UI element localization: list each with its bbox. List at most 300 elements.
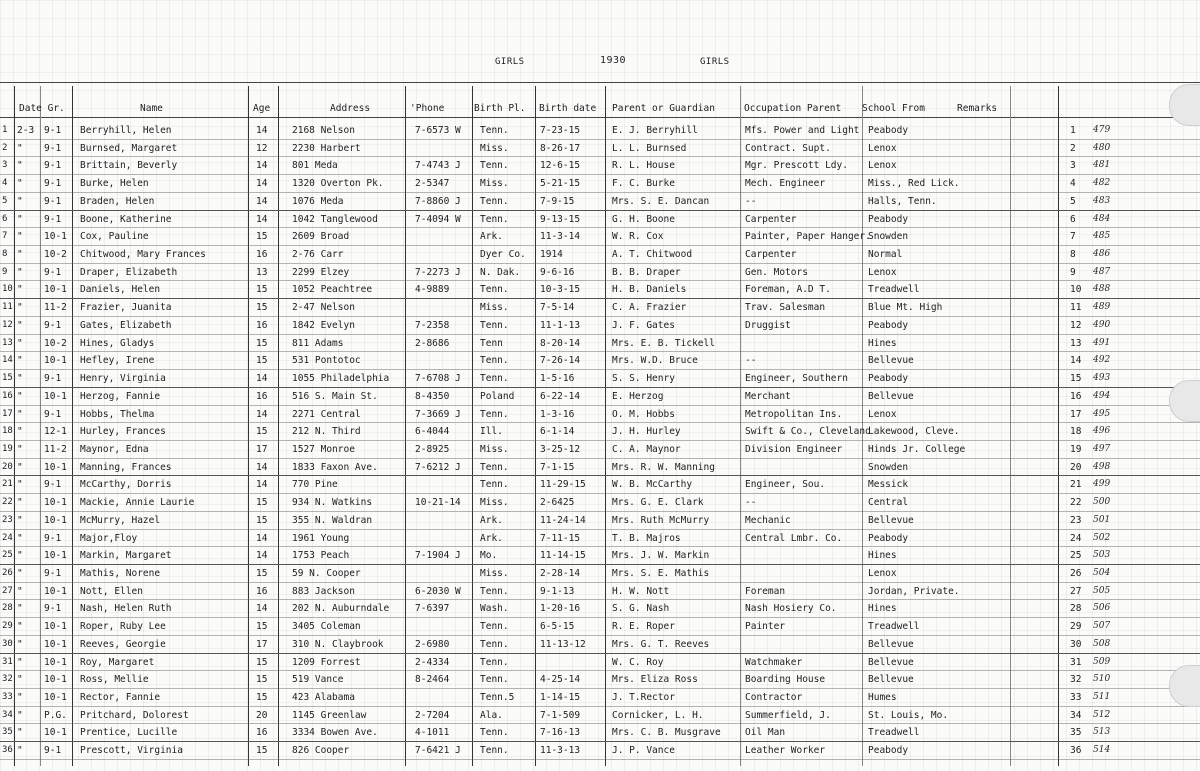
col-date-gr: Date Gr. xyxy=(19,103,65,114)
cell-age: 15 xyxy=(256,621,268,633)
cell-hand: 479 xyxy=(1093,125,1111,135)
cell-phone: 2-5347 xyxy=(415,178,450,190)
cell-hand: 480 xyxy=(1093,142,1111,153)
cell-school: Lenox xyxy=(868,266,897,278)
cell-addr: 59 N. Cooper xyxy=(292,568,361,579)
top-rule xyxy=(0,82,1200,83)
cell-birthpl: Wash. xyxy=(480,603,509,615)
cell-phone: 2-8686 xyxy=(415,337,450,349)
cell-occ: Mgr. Prescott Ldy. xyxy=(745,160,848,172)
cell-rnum: 7 xyxy=(1070,231,1076,243)
cell-age: 15 xyxy=(256,745,268,757)
cell-date: " xyxy=(17,727,23,739)
cell-date: " xyxy=(17,319,23,331)
cell-birthdt: 1-3-16 xyxy=(540,408,575,420)
cell-age: 15 xyxy=(256,337,268,349)
cell-age: 14 xyxy=(256,160,268,172)
cell-gr: 12-1 xyxy=(44,426,67,438)
cell-name: Ross, Mellie xyxy=(80,674,149,686)
cell-birthdt: 9-6-16 xyxy=(540,266,575,278)
cell-rnum: 23 xyxy=(1070,514,1082,526)
cell-num: 33 xyxy=(2,692,13,703)
cell-addr: 1833 Faxon Ave. xyxy=(292,461,378,473)
cell-parent: C. A. Maynor xyxy=(612,443,681,455)
cell-birthpl: Ark. xyxy=(480,532,503,544)
cell-parent: J. H. Hurley xyxy=(612,426,681,438)
cell-hand: 490 xyxy=(1093,319,1111,330)
cell-birthdt: 11-29-15 xyxy=(540,479,586,491)
cell-parent: S. S. Henry xyxy=(612,373,675,385)
cell-date: " xyxy=(17,461,23,473)
cell-birthpl: Tenn. xyxy=(480,319,509,331)
binder-hole xyxy=(1169,665,1200,707)
cell-name: Hines, Gladys xyxy=(80,337,155,349)
cell-birthdt: 11-3-13 xyxy=(540,745,581,757)
cell-hand: 498 xyxy=(1093,461,1111,472)
cell-school: Lenox xyxy=(868,142,897,154)
cell-parent: C. A. Frazier xyxy=(612,302,687,314)
cell-birthdt: 1914 xyxy=(540,249,563,261)
cell-age: 15 xyxy=(256,656,268,668)
cell-rnum: 19 xyxy=(1070,443,1082,455)
cell-date: " xyxy=(17,443,23,455)
cell-addr: 1961 Young xyxy=(292,532,350,544)
cell-hand: 486 xyxy=(1093,249,1111,260)
cell-phone: 7-2358 xyxy=(415,319,450,331)
cell-gr: 10-1 xyxy=(44,550,67,562)
cell-date: " xyxy=(17,514,23,526)
cell-gr: 10-1 xyxy=(44,355,67,367)
cell-school: Peabody xyxy=(868,373,909,385)
cell-occ: Mech. Engineer xyxy=(745,178,826,190)
cell-num: 14 xyxy=(2,355,13,366)
cell-hand: 502 xyxy=(1093,532,1111,543)
cell-birthpl: Tenn. xyxy=(480,621,509,633)
cell-age: 13 xyxy=(256,266,268,278)
cell-school: Central xyxy=(868,497,909,509)
cell-age: 16 xyxy=(256,319,268,331)
cell-hand: 500 xyxy=(1093,497,1111,508)
cell-gr: 9-1 xyxy=(44,373,62,385)
cell-occ: Painter xyxy=(745,621,786,633)
cell-name: Nott, Ellen xyxy=(80,585,143,597)
cell-parent: Mrs. E. B. Tickell xyxy=(612,337,715,349)
cell-num: 35 xyxy=(2,727,13,738)
cell-occ: Carpenter xyxy=(745,213,797,225)
cell-parent: J. T.Rector xyxy=(612,692,675,704)
col-birthpl: Birth Pl. xyxy=(474,103,526,114)
cell-occ: Summerfield, J. xyxy=(745,709,831,721)
cell-num: 15 xyxy=(2,373,13,384)
table-row xyxy=(0,724,1200,742)
cell-age: 14 xyxy=(256,603,268,615)
cell-phone: 2-6980 xyxy=(415,638,450,650)
cell-gr: 10-1 xyxy=(44,514,67,526)
cell-num: 24 xyxy=(2,532,13,543)
cell-occ: Division Engineer xyxy=(745,443,843,455)
cell-name: Manning, Frances xyxy=(80,461,172,473)
cell-rnum: 1 xyxy=(1070,125,1076,136)
cell-phone: 7-4743 J xyxy=(415,160,461,172)
cell-rnum: 2 xyxy=(1070,142,1076,154)
cell-school: Peabody xyxy=(868,532,909,544)
cell-num: 4 xyxy=(2,178,8,189)
cell-birthdt: 7-16-13 xyxy=(540,727,581,739)
cell-date: " xyxy=(17,426,23,438)
cell-birthpl: Tenn. xyxy=(480,656,509,668)
cell-occ: Nash Hosiery Co. xyxy=(745,603,837,615)
cell-hand: 491 xyxy=(1093,337,1111,348)
cell-gr: 10-1 xyxy=(44,585,67,597)
binder-hole xyxy=(1169,380,1200,422)
cell-parent: O. M. Hobbs xyxy=(612,408,675,420)
table-row xyxy=(0,441,1200,459)
cell-age: 16 xyxy=(256,249,268,261)
cell-hand: 485 xyxy=(1093,231,1111,242)
cell-phone: 7-6573 W xyxy=(415,125,461,136)
cell-hand: 481 xyxy=(1093,160,1111,171)
cell-age: 16 xyxy=(256,585,268,597)
cell-birthdt: 7-1-509 xyxy=(540,709,581,721)
cell-birthdt: 7-9-15 xyxy=(540,195,575,207)
cell-date: " xyxy=(17,213,23,225)
cell-birthdt: 2-28-14 xyxy=(540,568,581,579)
cell-gr: 9-1 xyxy=(44,142,62,154)
cell-occ: Contract. Supt. xyxy=(745,142,831,154)
cell-name: Cox, Pauline xyxy=(80,231,149,243)
cell-hand: 495 xyxy=(1093,408,1111,419)
cell-birthpl: Tenn xyxy=(480,337,503,349)
cell-num: 3 xyxy=(2,160,8,171)
cell-age: 15 xyxy=(256,568,268,579)
cell-birthdt: 8-26-17 xyxy=(540,142,581,154)
cell-school: Lenox xyxy=(868,408,897,420)
cell-occ: Foreman, A.D T. xyxy=(745,284,831,296)
cell-parent: R. L. House xyxy=(612,160,675,172)
cell-num: 28 xyxy=(2,603,13,614)
cell-gr: P.G. xyxy=(44,709,67,721)
cell-addr: 516 S. Main St. xyxy=(292,390,378,402)
cell-gr: 10-1 xyxy=(44,727,67,739)
cell-parent: S. G. Nash xyxy=(612,603,670,615)
cell-addr: 531 Pontotoc xyxy=(292,355,361,367)
table-row xyxy=(0,742,1200,760)
cell-gr: 10-1 xyxy=(44,461,67,473)
cell-birthpl: Ill. xyxy=(480,426,503,438)
cell-parent: H. W. Nott xyxy=(612,585,670,597)
cell-gr: 9-1 xyxy=(44,568,62,579)
cell-addr: 811 Adams xyxy=(292,337,344,349)
cell-school: Jordan, Private. xyxy=(868,585,960,597)
col-remarks: Remarks xyxy=(957,103,998,114)
cell-occ: Boarding House xyxy=(745,674,826,686)
cell-name: Roper, Ruby Lee xyxy=(80,621,166,633)
table-row xyxy=(0,689,1200,707)
cell-phone: 7-2273 J xyxy=(415,266,461,278)
cell-rnum: 11 xyxy=(1070,302,1082,314)
cell-parent: B. B. Draper xyxy=(612,266,681,278)
cell-rnum: 13 xyxy=(1070,337,1082,349)
table-row xyxy=(0,352,1200,370)
cell-gr: 10-1 xyxy=(44,284,67,296)
cell-age: 16 xyxy=(256,390,268,402)
cell-num: 29 xyxy=(2,621,13,632)
cell-birthpl: Tenn. xyxy=(480,479,509,491)
cell-parent: E. J. Berryhill xyxy=(612,125,698,136)
header-left: GIRLS xyxy=(495,57,525,67)
cell-school: Halls, Tenn. xyxy=(868,195,937,207)
cell-rnum: 10 xyxy=(1070,284,1082,296)
cell-school: Bellevue xyxy=(868,355,914,367)
table-row xyxy=(0,211,1200,229)
table-row xyxy=(0,654,1200,672)
cell-parent: W. C. Roy xyxy=(612,656,664,668)
cell-birthpl: Tenn. xyxy=(480,284,509,296)
cell-rnum: 29 xyxy=(1070,621,1082,633)
cell-hand: 488 xyxy=(1093,284,1111,295)
cell-addr: 934 N. Watkins xyxy=(292,497,373,509)
cell-occ: Gen. Motors xyxy=(745,266,808,278)
cell-name: McCarthy, Dorris xyxy=(80,479,172,491)
cell-rnum: 26 xyxy=(1070,568,1082,579)
cell-addr: 3405 Coleman xyxy=(292,621,361,633)
cell-birthpl: Tenn. xyxy=(480,585,509,597)
cell-name: Berryhill, Helen xyxy=(80,125,172,136)
cell-date: " xyxy=(17,408,23,420)
cell-addr: 1320 Overton Pk. xyxy=(292,178,384,190)
cell-age: 15 xyxy=(256,302,268,314)
cell-name: Draper, Elizabeth xyxy=(80,266,178,278)
cell-date: " xyxy=(17,373,23,385)
cell-gr: 9-1 xyxy=(44,603,62,615)
col-age: Age xyxy=(253,103,271,114)
cell-school: Lenox xyxy=(868,568,897,579)
cell-age: 15 xyxy=(256,355,268,367)
cell-school: Peabody xyxy=(868,745,909,757)
cell-num: 31 xyxy=(2,656,13,667)
cell-birthpl: Mo. xyxy=(480,550,498,562)
cell-birthpl: Miss. xyxy=(480,178,509,190)
cell-phone: 2-7204 xyxy=(415,709,450,721)
cell-phone: 7-6212 J xyxy=(415,461,461,473)
cell-birthdt: 1-5-16 xyxy=(540,373,575,385)
cell-rnum: 14 xyxy=(1070,355,1082,367)
cell-date: " xyxy=(17,337,23,349)
table-row xyxy=(0,600,1200,618)
cell-addr: 2168 Nelson xyxy=(292,125,355,136)
cell-school: Bellevue xyxy=(868,638,914,650)
cell-gr: 9-1 xyxy=(44,160,62,172)
cell-num: 22 xyxy=(2,497,13,508)
cell-addr: 1527 Monroe xyxy=(292,443,355,455)
cell-num: 7 xyxy=(2,231,8,242)
cell-birthpl: Tenn. xyxy=(480,674,509,686)
cell-hand: 504 xyxy=(1093,568,1111,578)
cell-hand: 514 xyxy=(1093,745,1111,756)
cell-school: Messick xyxy=(868,479,909,491)
cell-parent: W. B. McCarthy xyxy=(612,479,693,491)
cell-name: Brittain, Beverly xyxy=(80,160,178,172)
cell-date: 2-3 xyxy=(17,125,35,136)
cell-school: Blue Mt. High xyxy=(868,302,943,314)
col-phone: 'Phone xyxy=(410,103,445,114)
cell-phone: 2-8925 xyxy=(415,443,450,455)
cell-rnum: 15 xyxy=(1070,373,1082,385)
cell-name: Rector, Fannie xyxy=(80,692,161,704)
cell-hand: 508 xyxy=(1093,638,1111,649)
cell-birthdt: 1-14-15 xyxy=(540,692,581,704)
cell-addr: 1055 Philadelphia xyxy=(292,373,390,385)
cell-school: Treadwell xyxy=(868,621,920,633)
cell-date: " xyxy=(17,497,23,509)
cell-parent: E. Herzog xyxy=(612,390,664,402)
binder-hole xyxy=(1169,84,1200,126)
table-row xyxy=(0,264,1200,282)
cell-num: 16 xyxy=(2,390,13,401)
cell-age: 14 xyxy=(256,373,268,385)
cell-birthdt: 6-22-14 xyxy=(540,390,581,402)
table-row xyxy=(0,671,1200,689)
cell-num: 27 xyxy=(2,585,13,596)
cell-birthdt: 1-20-16 xyxy=(540,603,581,615)
cell-age: 14 xyxy=(256,213,268,225)
cell-gr: 10-1 xyxy=(44,621,67,633)
table-row xyxy=(0,157,1200,175)
cell-parent: Mrs. S. E. Dancan xyxy=(612,195,710,207)
cell-phone: 2-4334 xyxy=(415,656,450,668)
col-occupation: Occupation Parent xyxy=(744,103,842,114)
cell-age: 15 xyxy=(256,674,268,686)
cell-parent: Mrs. S. E. Mathis xyxy=(612,568,710,579)
cell-parent: H. B. Daniels xyxy=(612,284,687,296)
cell-birthdt: 5-21-15 xyxy=(540,178,581,190)
cell-age: 15 xyxy=(256,284,268,296)
cell-birthpl: Miss. xyxy=(480,142,509,154)
cell-date: " xyxy=(17,709,23,721)
table-row xyxy=(0,476,1200,494)
cell-addr: 3334 Bowen Ave. xyxy=(292,727,378,739)
cell-num: 9 xyxy=(2,266,8,277)
cell-gr: 9-1 xyxy=(44,532,62,544)
cell-birthdt: 3-25-12 xyxy=(540,443,581,455)
cell-name: Herzog, Fannie xyxy=(80,390,161,402)
cell-num: 5 xyxy=(2,195,8,206)
cell-rnum: 12 xyxy=(1070,319,1082,331)
col-parent: Parent or Guardian xyxy=(612,103,715,114)
table-row xyxy=(0,388,1200,406)
cell-hand: 503 xyxy=(1093,550,1111,561)
row-rule xyxy=(0,759,1200,760)
cell-rnum: 27 xyxy=(1070,585,1082,597)
cell-rnum: 30 xyxy=(1070,638,1082,650)
cell-birthdt: 10-3-15 xyxy=(540,284,581,296)
cell-occ: Carpenter xyxy=(745,249,797,261)
cell-date: " xyxy=(17,550,23,562)
table-row xyxy=(0,122,1200,140)
cell-school: Peabody xyxy=(868,125,909,136)
cell-hand: 492 xyxy=(1093,355,1111,366)
cell-hand: 509 xyxy=(1093,656,1111,667)
header-year: 1930 xyxy=(600,55,627,66)
cell-occ: Oil Man xyxy=(745,727,786,739)
cell-occ: Merchant xyxy=(745,390,791,402)
cell-addr: 310 N. Claybrook xyxy=(292,638,384,650)
cell-gr: 9-1 xyxy=(44,479,62,491)
table-row xyxy=(0,175,1200,193)
cell-age: 15 xyxy=(256,231,268,243)
cell-birthdt: 6-1-14 xyxy=(540,426,575,438)
cell-occ: Mfs. Power and Light xyxy=(745,125,860,136)
cell-addr: 1753 Peach xyxy=(292,550,350,562)
cell-num: 10 xyxy=(2,284,13,295)
cell-hand: 501 xyxy=(1093,514,1111,525)
cell-parent: Mrs. C. B. Musgrave xyxy=(612,727,721,739)
cell-gr: 9-1 xyxy=(44,319,62,331)
cell-parent: Mrs. R. W. Manning xyxy=(612,461,715,473)
cell-birthdt: 6-5-15 xyxy=(540,621,575,633)
cell-rnum: 5 xyxy=(1070,195,1076,207)
cell-date: " xyxy=(17,621,23,633)
cell-name: Hobbs, Thelma xyxy=(80,408,155,420)
cell-age: 15 xyxy=(256,426,268,438)
cell-parent: Mrs. W.D. Bruce xyxy=(612,355,698,367)
cell-name: Burnsed, Margaret xyxy=(80,142,178,154)
cell-phone: 6-4044 xyxy=(415,426,450,438)
cell-name: Prentice, Lucille xyxy=(80,727,178,739)
cell-birthdt: 4-25-14 xyxy=(540,674,581,686)
cell-age: 20 xyxy=(256,709,268,721)
cell-school: Bellevue xyxy=(868,674,914,686)
cell-addr: 801 Meda xyxy=(292,160,338,172)
cell-date: " xyxy=(17,355,23,367)
cell-hand: 507 xyxy=(1093,621,1111,632)
cell-addr: 1052 Peachtree xyxy=(292,284,373,296)
cell-school: Treadwell xyxy=(868,727,920,739)
cell-date: " xyxy=(17,656,23,668)
cell-phone: 7-3669 J xyxy=(415,408,461,420)
cell-addr: 2-76 Carr xyxy=(292,249,344,261)
cell-age: 16 xyxy=(256,727,268,739)
table-row xyxy=(0,512,1200,530)
cell-school: Bellevue xyxy=(868,514,914,526)
cell-hand: 510 xyxy=(1093,674,1111,685)
cell-birthpl: N. Dak. xyxy=(480,266,521,278)
cell-hand: 497 xyxy=(1093,443,1111,454)
cell-num: 20 xyxy=(2,461,13,472)
cell-rnum: 31 xyxy=(1070,656,1082,668)
col-school: School From xyxy=(862,103,925,114)
cell-parent: Mrs. J. W. Markin xyxy=(612,550,710,562)
cell-hand: 511 xyxy=(1093,692,1111,703)
cell-occ: Mechanic xyxy=(745,514,791,526)
cell-addr: 519 Vance xyxy=(292,674,344,686)
cell-age: 17 xyxy=(256,638,268,650)
cell-school: Bellevue xyxy=(868,390,914,402)
cell-rnum: 8 xyxy=(1070,249,1076,261)
cell-gr: 9-1 xyxy=(44,408,62,420)
cell-gr: 10-1 xyxy=(44,656,67,668)
cell-gr: 10-1 xyxy=(44,390,67,402)
cell-addr: 1042 Tanglewood xyxy=(292,213,378,225)
cell-hand: 499 xyxy=(1093,479,1111,490)
cell-birthpl: Tenn. xyxy=(480,638,509,650)
cell-name: Boone, Katherine xyxy=(80,213,172,225)
cell-addr: 770 Pine xyxy=(292,479,338,491)
cell-rnum: 34 xyxy=(1070,709,1082,721)
cell-date: " xyxy=(17,532,23,544)
cell-occ: Watchmaker xyxy=(745,656,803,668)
cell-school: Hines xyxy=(868,550,897,562)
